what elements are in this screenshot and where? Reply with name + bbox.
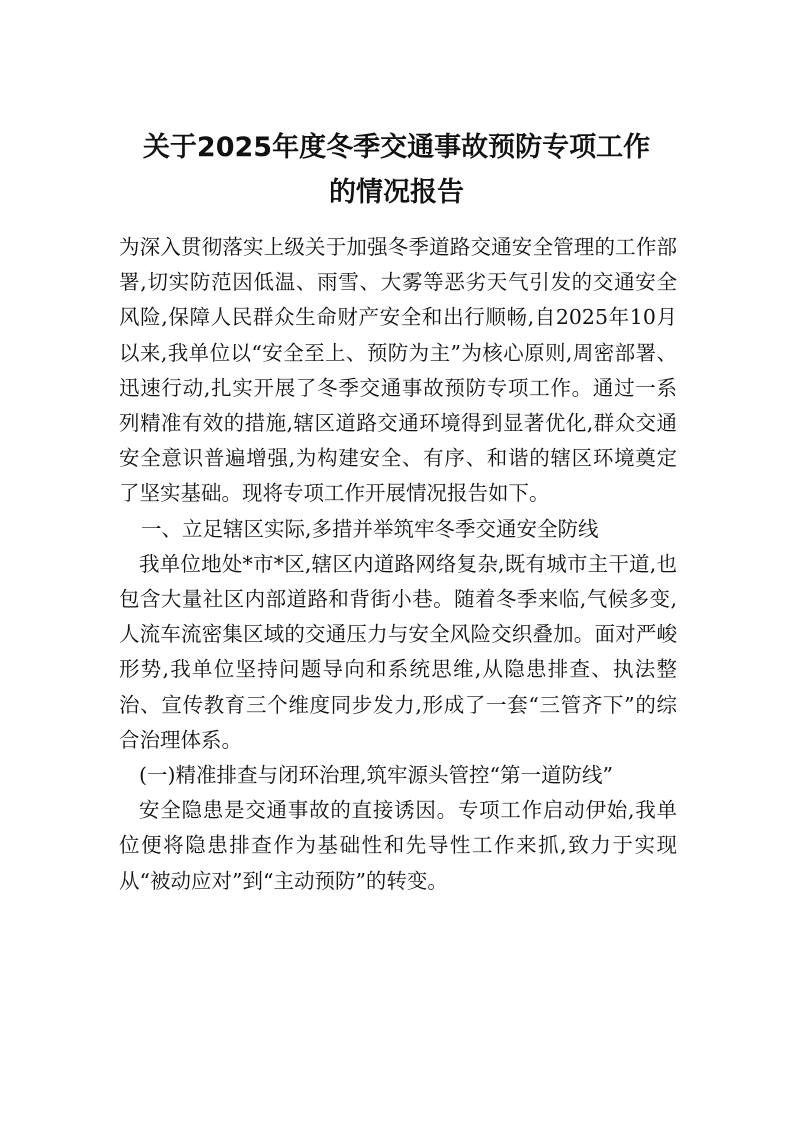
intro-paragraph: 为深入贯彻落实上级关于加强冬季道路交通安全管理的工作部署,切实防范因低温、雨雪、大雾等恶劣天气引发的交通安全风险,保障人民群众生命财产安全和出行顺畅,自2025年10月以来,我单位以“安全至上、预防为主”为核心原则,周密部署、迅速行动,扎实开展了冬季交通事故预防专项工作。通过一系列精准有效的措施,辖区道路交通环境得到显著优化,群众交通安全意识普遍增强,为构建安全、有序、和谐的辖区环境奠定了坚实基础。现将专项工作开展情况报告如下。 [119, 235, 677, 506]
section-1-paragraph: 我单位地处*市*区,辖区内道路网络复杂,既有城市主干道,也包含大量社区内部道路和背街小巷。随着冬季来临,气候多变,人流车流密集区域的交通压力与安全风险交织叠加。面对严峻形势,我单位坚持问题导向和系统思维,从隐患排查、执法整治、宣传教育三个维度同步发力,形成了一套“三管齐下”的综合治理体系。 [119, 551, 677, 752]
document-body [119, 230, 677, 899]
document-title-line-1: 关于2025年度冬季交通事故预防专项工作 [142, 132, 651, 163]
subsection-1-paragraph: 安全隐患是交通事故的直接诱因。专项工作启动伊始,我单位便将隐患排查作为基础性和先导性工作来抓,致力于实现从“被动应对”到“主动预防”的转变。 [119, 798, 677, 893]
document-title-line-2: 的情况报告 [329, 177, 464, 208]
section-heading-1: 一、立足辖区实际,多措并举筑牢冬季交通安全防线 [141, 516, 599, 541]
subsection-heading-1: (一)精准排查与闭环治理,筑牢源头管控“第一道防线” [139, 763, 613, 788]
